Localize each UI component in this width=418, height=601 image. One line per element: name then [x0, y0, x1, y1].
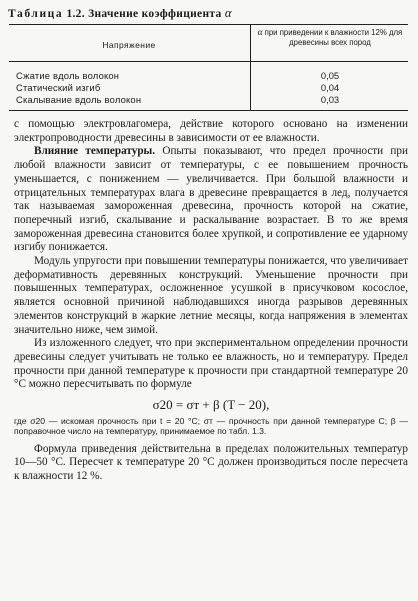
table-row-value: 0,05: [320, 70, 340, 81]
column-header-alpha-symbol: α: [257, 27, 263, 37]
paragraph-temperature-influence: [14, 145, 408, 255]
table-bottom-rule: [9, 110, 408, 111]
table-caption: [8, 5, 408, 21]
section-heading-temperature: Влияние температуры.: [34, 145, 156, 158]
table-row-name: Скалывание вдоль волокон: [16, 94, 142, 105]
table-row-name: Статический изгиб: [16, 82, 101, 93]
paragraph-formula-validity: Формула приведения действительна в пределах положительных температур 10—50 °С. Пересчет к температуре 20 °С должен производиться после пересчета к влажности 12 %.: [14, 442, 408, 483]
paragraph-elastic-modulus: Модуль упругости при повышении температуры понижается, что увеличивает деформативность деревянных конструкций. Уменьшение прочности при повышенных температурах, осложненное усушкой в присучковом косослое, является основной причиной наблюдавшихся иногда разрывов деревянных элементов конструкций в жаркие летние месяцы, когда напряжения в элементах значительно ниже, чем зимой.: [14, 255, 408, 336]
table-caption-text: Значение коэффициента: [88, 8, 222, 20]
table-column-divider: [250, 24, 251, 110]
table-row-name: Сжатие вдоль волокон: [16, 70, 120, 81]
column-header-stress: Напряжение: [102, 40, 156, 50]
table-caption-symbol: α: [224, 5, 232, 20]
table-row-value: 0,03: [320, 94, 340, 105]
column-header-alpha: [252, 27, 408, 48]
paragraph-humidity-meter: с помощью электровлагомера, действие которого основано на изменении электропроводности древесины в зависимости от ее влажности.: [14, 118, 408, 144]
formula: σ20 = σт + β (T − 20),: [152, 397, 270, 413]
table-caption-label: Таблица: [8, 8, 64, 20]
table-row-value: 0,04: [320, 82, 340, 93]
formula-note: где σ20 — искомая прочность при t = 20 °С; σт — прочность при данной температуре С; β — поправочное число на температуру, принимаемое по табл. 1.3.: [14, 415, 408, 437]
body-text: [14, 118, 408, 484]
column-header-alpha-text: при приведении к влажности 12% для древесины всех пород: [264, 28, 403, 47]
table-top-rule: [9, 24, 408, 25]
table-caption-number: 1.2.: [66, 8, 85, 20]
paragraph-temperature-text: Опыты показывают, что предел прочности при любой влажности зависит от температуры, с ее повышением прочность уменьшается, с понижением — увеличивается. При большой влажности и отрицательных температурах влага в древесине превращается в лед, получается так называемая замороженная древесина, прочность которой на сжатие, поперечный изгиб, скалывание и раскалывание возрастает. В то же время замороженная древесина становится более хрупкой, и сопротивление ее ударному изгибу понижается.: [14, 145, 408, 254]
paragraph-experimental-conclusion: Из изложенного следует, что при экспериментальном определении прочности древесины следует учитывать не только ее влажность, но и температуру. Предел прочности при данной температуре к прочности при стандартной температуре 20 °С можно пересчитывать по формуле: [14, 337, 408, 391]
table-header-rule: [9, 61, 408, 62]
